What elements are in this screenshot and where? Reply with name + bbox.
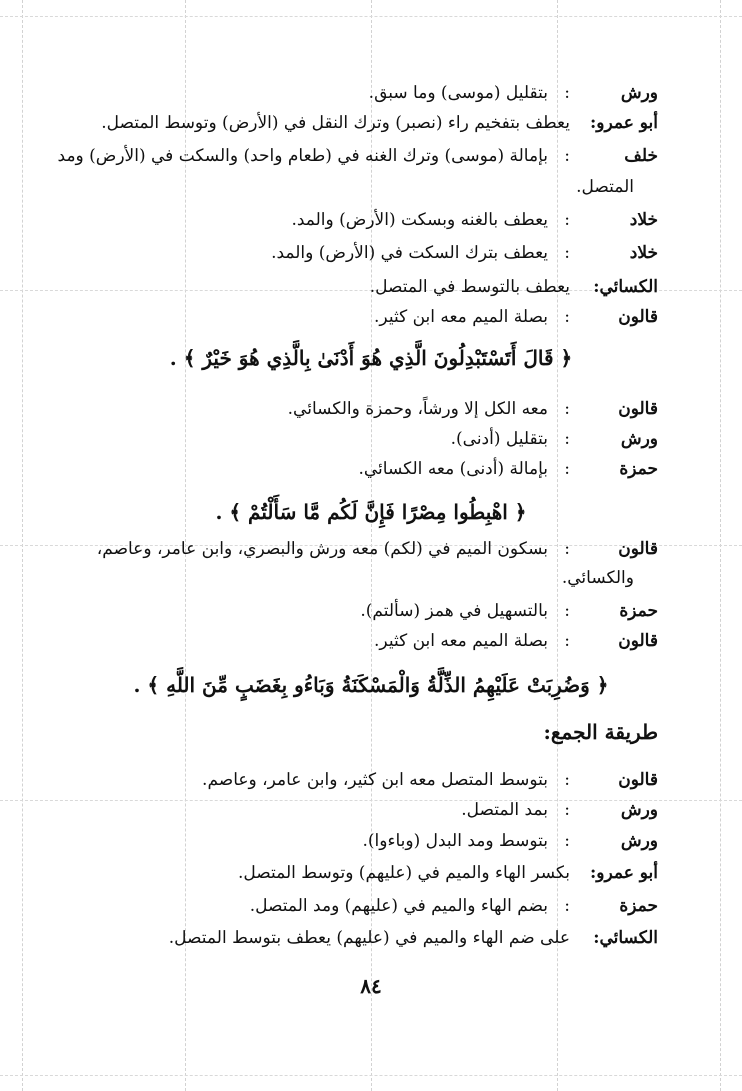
reader-line	[30, 534, 658, 564]
reading-description: معه الكل إلا ورشاً، وحمزة والكسائي.	[287, 399, 548, 419]
reading-description: بتوسط المتصل معه ابن كثير، وابن عامر، وعاصم.	[202, 770, 548, 790]
section-heading: طريقة الجمع:	[543, 720, 658, 744]
reading-description: يعطف بتفخيم راء (نصبر) وترك النقل في (الأرض) وتوسط المتصل.	[101, 113, 570, 133]
reader-name: الكسائي:	[593, 277, 658, 297]
reader-line	[30, 108, 658, 138]
reader-name: قالون	[618, 399, 658, 419]
reader-line	[30, 765, 658, 795]
separator-colon: :	[564, 399, 570, 419]
separator-colon: :	[564, 601, 570, 621]
reading-description: بالتسهيل في همز (سألتم).	[360, 601, 548, 621]
reading-description: بكسر الهاء والميم في (عليهم) وتوسط المتصل.	[238, 863, 570, 883]
separator-colon: :	[564, 539, 570, 559]
reader-line	[30, 78, 658, 108]
reading-description: بتقليل (موسى) وما سبق.	[368, 83, 548, 103]
reading-description: بمد المتصل.	[461, 800, 548, 820]
reading-description: بتقليل (أدنى).	[450, 429, 548, 449]
reader-name: ورش	[620, 429, 658, 449]
separator-colon: :	[564, 210, 570, 230]
reader-line	[30, 394, 658, 424]
continuation-text: المتصل.	[576, 177, 634, 197]
page-number: ٨٤	[360, 974, 382, 998]
reader-line	[30, 454, 658, 484]
reading-description: على ضم الهاء والميم في (عليهم) يعطف بتوسط المتصل.	[168, 928, 570, 948]
reading-description: يعطف بالغنه وبسكت (الأرض) والمد.	[291, 210, 548, 230]
separator-colon: :	[564, 831, 570, 851]
separator-colon: :	[564, 146, 570, 166]
reader-name: ورش	[620, 800, 658, 820]
reader-line	[30, 205, 658, 235]
reader-line	[30, 795, 658, 825]
reader-name: حمزة	[619, 896, 658, 916]
reader-line	[30, 923, 658, 953]
reading-description: بإمالة (موسى) وترك الغنه في (طعام واحد) والسكت في (الأرض) ومد	[57, 146, 548, 166]
reader-name: ورش	[620, 83, 658, 103]
reading-description: يعطف بالتوسط في المتصل.	[369, 277, 570, 297]
reading-description: بصلة الميم معه ابن كثير.	[374, 631, 548, 651]
separator-colon: :	[564, 243, 570, 263]
reader-name: خلاد	[629, 210, 658, 230]
reader-name: حمزة	[619, 459, 658, 479]
reader-name: قالون	[618, 539, 658, 559]
reader-name: خلف	[624, 146, 658, 166]
separator-colon: :	[564, 307, 570, 327]
reading-description: بإمالة (أدنى) معه الكسائي.	[358, 459, 548, 479]
quran-verse: ﴿ اهْبِطُوا مِصْرًا فَإِنَّ لَكُم مَّا سَأَلْتُمْ ﴾ .	[215, 500, 527, 524]
reading-description: بتوسط ومد البدل (وباءوا).	[362, 831, 548, 851]
reader-name: خلاد	[629, 243, 658, 263]
reader-line	[30, 626, 658, 656]
separator-colon: :	[564, 800, 570, 820]
reader-name: أبو عمرو:	[590, 113, 658, 133]
reader-line	[30, 238, 658, 268]
reader-name: الكسائي:	[593, 928, 658, 948]
reader-line	[30, 141, 658, 171]
reader-line	[30, 858, 658, 888]
reader-name: أبو عمرو:	[590, 863, 658, 883]
reading-description: بسكون الميم في (لكم) معه ورش والبصري، وابن عامر، وعاصم،	[96, 539, 548, 559]
quran-verse: ﴿ قَالَ أَتَسْتَبْدِلُونَ الَّذِي هُوَ أَدْنَىٰ بِالَّذِي هُوَ خَيْرٌ ﴾ .	[169, 346, 573, 370]
reader-line	[30, 596, 658, 626]
reading-description: بضم الهاء والميم في (عليهم) ومد المتصل.	[249, 896, 548, 916]
separator-colon: :	[564, 896, 570, 916]
separator-colon: :	[564, 770, 570, 790]
separator-colon: :	[564, 429, 570, 449]
reader-line	[30, 826, 658, 856]
reader-line	[30, 891, 658, 921]
reader-line	[30, 302, 658, 332]
separator-colon: :	[564, 83, 570, 103]
reader-line	[30, 272, 658, 302]
separator-colon: :	[564, 459, 570, 479]
reader-name: قالون	[618, 770, 658, 790]
reading-description: بصلة الميم معه ابن كثير.	[374, 307, 548, 327]
continuation-text: والكسائي.	[561, 568, 634, 588]
reader-name: قالون	[618, 307, 658, 327]
quran-verse: ﴿ وَضُرِبَتْ عَلَيْهِمُ الذِّلَّةُ وَالْمَسْكَنَةُ وَبَاءُو بِغَضَبٍ مِّنَ اللَّهِ ﴾ .	[133, 673, 609, 697]
reader-name: حمزة	[619, 601, 658, 621]
reader-name: قالون	[618, 631, 658, 651]
separator-colon: :	[564, 631, 570, 651]
reader-line	[30, 424, 658, 454]
reading-description: يعطف بترك السكت في (الأرض) والمد.	[271, 243, 548, 263]
reader-name: ورش	[620, 831, 658, 851]
